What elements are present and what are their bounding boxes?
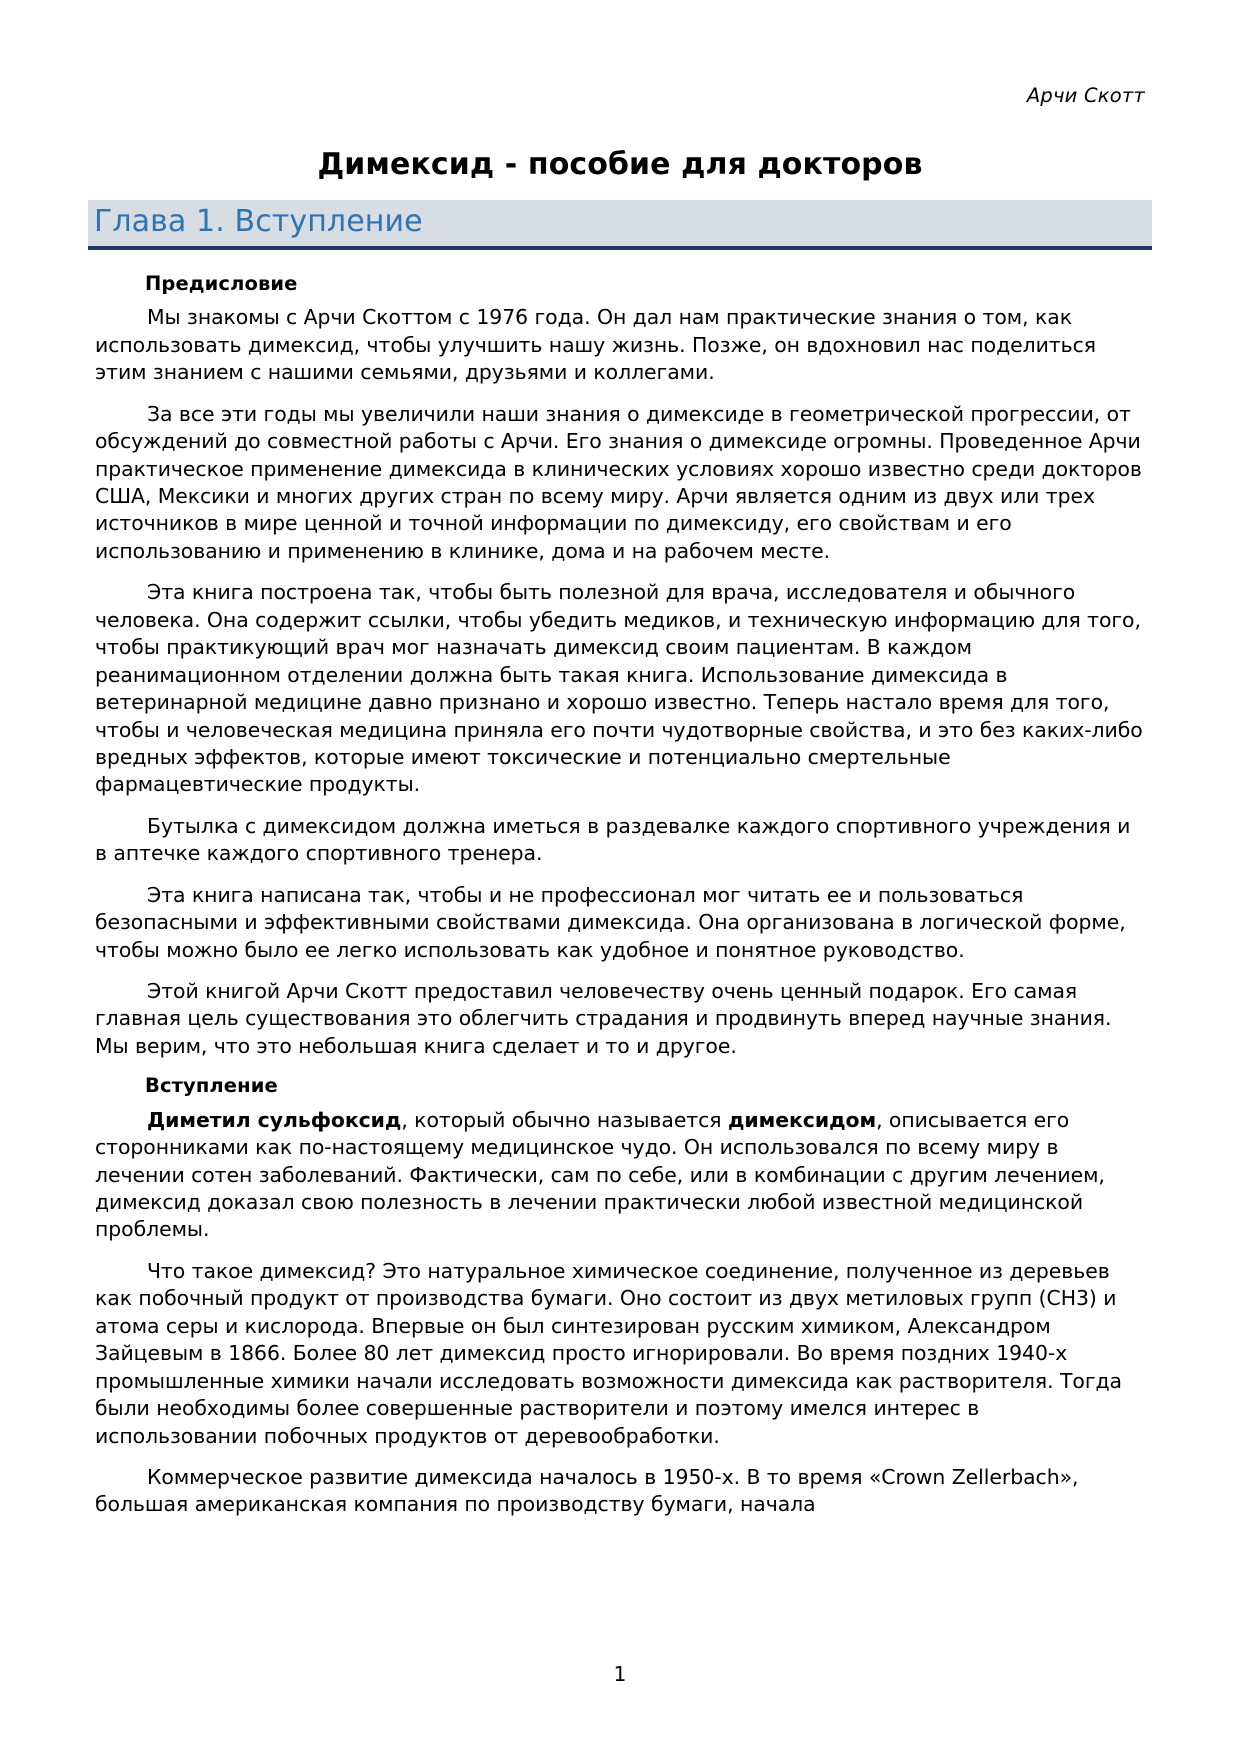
section-heading-introduction: Вступление [145,1074,278,1098]
paragraph: Этой книгой Арчи Скотт предоставил человечеству очень ценный подарок. Его самая главная цель существования это облегчить страдания и продвинуть вперед научные знания. Мы верим, что это небольшая книга сделает и то и другое. [95,979,1112,1058]
term-dimexid: димексидом [727,1107,877,1132]
running-header-author: Арчи Скотт [1026,84,1145,107]
term-dimethyl-sulfoxide: Диметил сульфоксид [147,1107,402,1132]
chapter-heading-text: Глава 1. Вступление [94,204,423,239]
paragraph: Бутылка с димексидом должна иметься в раздевалке каждого спортивного учреждения и в аптечке каждого спортивного тренера. [95,813,1131,866]
paragraph-text: , описывается его сторонниками как по-настоящему медицинское чудо. Он использовался по всему миру в лечении сотен заболеваний. Фактически, сам по себе, или в комбинации с другим лечением, димексид доказал свою полезность в лечении практически любой известной медицинской проблемы. [95,1107,1105,1242]
paragraph: Коммерческое развитие димексида началось в 1950-х. В то время «Crown Zellerbach», большая американская компания по производству бумаги, начала [95,1464,1079,1517]
paragraph-text: , который обычно называется [401,1107,728,1132]
paragraph-rich [95,1107,1145,1244]
page-title: Димексид - пособие для докторов [317,147,923,183]
document-body [95,272,1145,1519]
paragraph: За все эти годы мы увеличили наши знания о димексиде в геометрической прогрессии, от обсуждений до совместной работы с Арчи. Его знания о димексиде огромны. Проведенное Арчи практическое применение димексида в клинических условиях хорошо известно среди докторов США, Мексики и многих других стран по всему миру. Арчи является одним из двух или трех источников в мире ценной и точной информации по димексиду, его свойствам и его использованию и применению в клинике, дома и на рабочем месте. [95,401,1142,563]
page-number: 1 [613,1662,627,1686]
paragraph: Мы знакомы с Арчи Скоттом с 1976 года. Он дал нам практические знания о том, как использовать димексид, чтобы улучшить нашу жизнь. Позже, он вдохновил нас поделиться этим знанием с нашими семьями, друзьями и коллегами. [95,305,1097,385]
paragraph: Эта книга написана так, чтобы и не профессионал мог читать ее и пользоваться безопасными и эффективными свойствами димексида. Она организована в логической форме, чтобы можно было ее легко использовать как удобное и понятное руководство. [95,882,1126,962]
paragraph: Что такое димексид? Это натуральное химическое соединение, полученное из деревьев как побочный продукт от производства бумаги. Оно состоит из двух метиловых групп (CH3) и атома серы и кислорода. Впервые он был синтезирован русским химиком, Александром Зайцевым в 1866. Более 80 лет димексид просто игнорировали. Во время поздних 1940-х промышленные химики начали исследовать возможности димексида как растворителя. Тогда были необходимы более совершенные растворители и поэтому имелся интерес в использовании побочных продуктов от деревообработки. [95,1258,1122,1448]
paragraph: Эта книга построена так, чтобы быть полезной для врача, исследователя и обычного человека. Она содержит ссылки, чтобы убедить медиков, и техническую информацию для того, чтобы практикующий врач мог назначать димексид своим пациентам. В каждом реанимационном отделении должна быть такая книга. Использование димексида в ветеринарной медицине давно признано и хорошо известно. Теперь настало время для того, чтобы и человеческая медицина приняла его почти чудотворные свойства, и это без каких-либо вредных эффектов, которые имеют токсические и потенциально смертельные фармацевтические продукты. [95,580,1143,797]
chapter-heading-bar [88,200,1152,250]
section-heading-preface: Предисловие [145,272,298,295]
